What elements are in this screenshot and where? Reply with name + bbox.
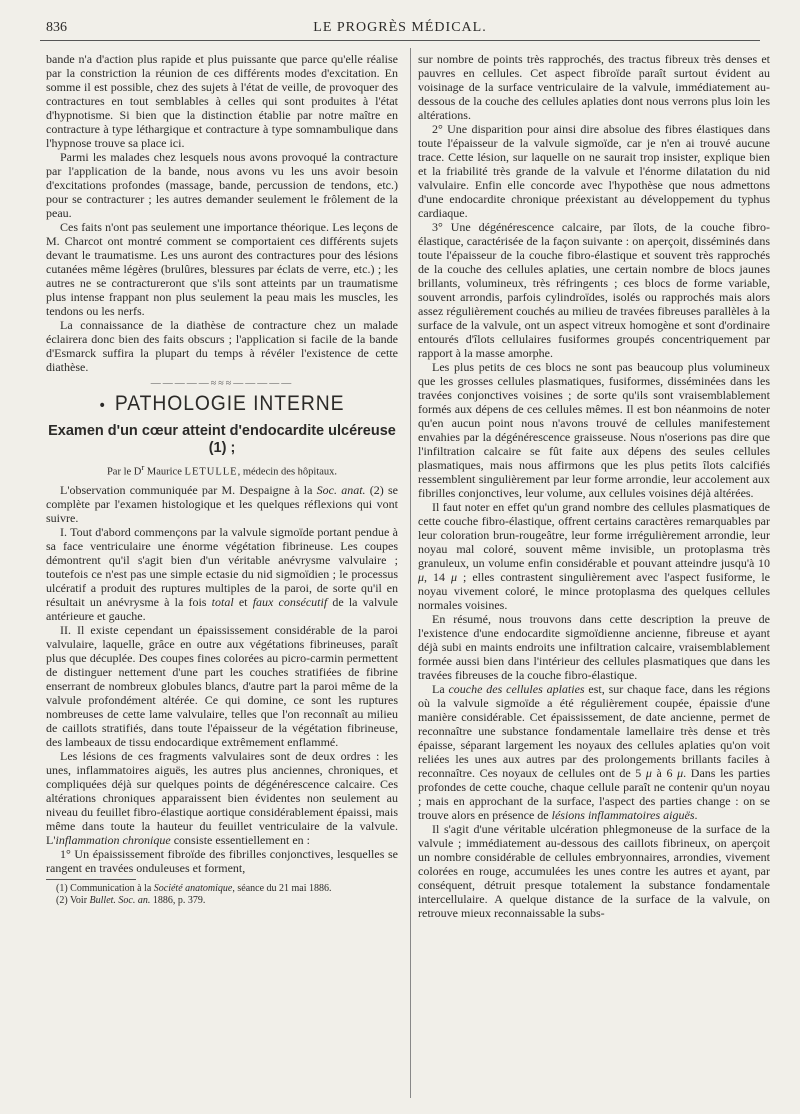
italic-run: lésions inflammatoires aiguës <box>551 808 695 822</box>
text-run: est, sur chaque face, dans les régions où la valvule sigmoïde a été régulièrement coupée, épaissie d'une manière considérable. Cet épaississement, de date ancienne, permet de reconnaître une substance fondamentale lamellaire très dense et très épaisse, séparant largement les noyaux des cellules aplaties qu'on voit reliées les unes aux autres par des prolongements brillants faciles à reconnaître. Ces noyaux de cellules ont de 5 <box>418 682 770 780</box>
text-run: L'observation communiquée par M. Despaigne à la <box>60 482 317 497</box>
paragraph: bande n'a d'action plus rapide et plus puissante que parce qu'elle réalise par la constriction la réunion de ces différents modes d'excitation. En somme il est possible, chez des sujets à l'état de veille, de provoquer des contractures en tout semblables à celles qui sont produites à l'état d'hypnotisme. Si bien que la distinction établie par notre maître en contracture à type léthargique et contracture à type somnambulique dans l'hypnose trouve sa place ici. <box>46 52 398 150</box>
section-heading <box>60 392 384 415</box>
paragraph <box>418 682 770 822</box>
paragraph <box>46 749 398 847</box>
right-column <box>418 52 770 1102</box>
text-run: 1886, p. 379. <box>150 894 206 906</box>
text-run: (1) Communication à la <box>56 882 154 894</box>
paragraph: 1° Un épaississement fibroïde des fibrilles conjonctives, lesquelles se rangent en travées onduleuses et forment, <box>46 846 398 875</box>
byline <box>46 460 398 480</box>
paragraph: sur nombre de points très rapprochés, des tractus fibreux très denses et pauvres en cellules. Cet aspect fibroïde paraît surtout évident au voisinage de la surface ventriculaire de la valvule, immédiatement au-dessous de la couche des cellules aplaties dont nous verrons plus loin les altérations. <box>418 52 770 122</box>
paragraph: Parmi les malades chez lesquels nous avons provoqué la contracture par l'application de la bande, nous avons vu les uns avoir besoin d'excitations profondes (massage, bande, percussion de tendons, etc.) pour se contracturer ; les autres demander seulement le frôlement de la peau. <box>46 150 398 220</box>
paragraph: Ces faits n'ont pas seulement une importance théorique. Les leçons de M. Charcot ont montré comment se comportaient ces différents sujets devant le traumatisme. Les uns auront des contractures pour des lésions cutanées même légères (brulûres, blessures par éclats de verre, etc.) ; les autres ne se contractureront que s'ils sont atteints par un traumatisme plus intense frappant non plus seulement la peau mais les muscles, les tendons ou les nerfs. <box>46 220 398 318</box>
paragraph <box>46 483 398 525</box>
author-first-name: Maurice <box>144 466 185 478</box>
page-number: 836 <box>46 20 67 35</box>
italic-run: inflammation chronique <box>55 832 171 847</box>
unit-mu: μ <box>645 766 652 780</box>
paragraph: II. Il existe cependant un épaississement considérable de la paroi valvulaire, laquelle, grâce en outre aux végétations fibrineuses, paraît plus que décuplée. Des coupes fines colorées au picro-carmin permettent de distinguer nettement d'une part les couches stratifiées de fibrine enserrant de nombreux globules blancs, d'autre part la paroi même de la valvule profondément altérée. Ce qui domine, ce sont les ruptures nombreuses de cette lame valvulaire, telles que l'on reconnaît au milieu de caillots stratifiés, dans toute l'épaisseur de la végétation fibrineuse, des lambeaux de tissu endocardique extrêmement enflammé. <box>46 622 398 749</box>
text-run: (2) Voir <box>56 894 90 906</box>
paragraph <box>418 500 770 612</box>
footnote-1 <box>46 883 398 895</box>
italic-run: couche des cellules aplaties <box>448 682 585 696</box>
paragraph: Les plus petits de ces blocs ne sont pas beaucoup plus volumineux que les grosses cellules plasmatiques, fusiformes, disséminées dans les travées conjonctives voisines ; de sorte qu'ils sont vraisemblablement formés aux dépens de ces cellules mêmes. Il est bon néanmoins de noter qu'en aucun point nous n'avons trouvé de cellules manifestement envahies par la dégénérescence graisseuse. Nous n'oserions pas dire que l'infiltration calcaire se fût faite aux dépens des seules cellules plasmatiques, mais nous affirmons que les plus petits îlots calcifiés ressemblent singulièrement par leur forme arrondie, leur accolement aux fibrilles conjonctives, leur volume, aux cellules voisines déjà altérées. <box>418 360 770 500</box>
paragraph: En résumé, nous trouvons dans cette description la preuve de l'existence d'une endocardite sigmoïdienne ancienne, fibreuse et ayant déjà subi en maints endroits une infiltration calcaire, vraisemblablement formée aussi bien dans l'intérieur des cellules plasmatiques que dans les travées fibreuses de la couche fibro-élastique. <box>418 612 770 682</box>
unit-mu: μ <box>418 570 425 584</box>
italic-run: Société anatomique <box>153 882 233 894</box>
journal-title: LE PROGRÈS MÉDICAL. <box>313 20 487 35</box>
text-run: La <box>432 682 449 696</box>
text-run: . Dans les parties profondes de cette couche, chaque cellule paraît ne contenir qu'un noyau ; mais en approchant de la surface, l'aspect des parties change : on se trouve alors en présence de <box>418 766 770 822</box>
text-run: à 6 <box>651 766 678 780</box>
text-run: consiste essentiellement en : <box>170 832 311 847</box>
text-run: , séance du 21 mai 1886. <box>232 882 332 894</box>
byline-sup: r <box>141 462 145 472</box>
text-run: Les lésions de ces fragments valvulaires sont de deux ordres : les unes, inflammatoires aiguës, les autres plus anciennes, chroniques, et compliquées déjà sur quelques points de dégénérescence calcaire. Ces altérations chroniques apparaissent bien évidentes non seulement au niveau du feuillet fibro-élastique aortique considérablement épaissi, mais même dans toute la hauteur du feuillet ventriculaire de la valvule. L' <box>46 748 398 847</box>
page-header <box>40 18 760 41</box>
text-run: , 14 <box>424 570 452 584</box>
paragraph: Il s'agit d'une véritable ulcération phlegmoneuse de la surface de la valvule ; immédiatement au-dessous des caillots fibrineux, on aperçoit un nombre considérable de cellules embryonnaires, arrondies, vivement colorées en rouge, accumulées les unes contre les autres et ayant, par conséquent, détruit presque totalement la substance fondamentale intercellulaire. A quelque distance de la surface de la valvule, on retrouve mieux reconnaissable la subs- <box>418 822 770 920</box>
ornament-divider: —————≈≈≈————— <box>150 378 294 389</box>
article-title: Examen d'un cœur atteint d'endocardite ulcéreuse (1) ; <box>48 423 396 456</box>
section-title: PATHOLOGIE INTERNE <box>114 392 345 415</box>
unit-mu: μ <box>677 766 684 780</box>
author-name: LETULLE <box>184 466 238 478</box>
unit-mu: μ <box>451 570 458 584</box>
text-run: et <box>233 594 253 609</box>
text-run: . <box>694 808 698 822</box>
italic-run: total <box>211 594 234 609</box>
text-run: ; elles contrastent singulièrement avec l'aspect fusiforme, le noyau vivement coloré, le mince protoplasma des quelques cellules normales voisines. <box>418 570 770 612</box>
left-column <box>46 52 398 1102</box>
paragraph: 2° Une disparition pour ainsi dire absolue des fibres élastiques dans toute l'épaisseur de la valvule sigmoïde, car je n'en ai trouvé aucune trace. Cette lésion, sur laquelle on ne saurait trop insister, explique bien et la friabilité très grande de la valvule et l'énorme dilatation du nid valvulaire. Enfin elle concorde avec l'hypothèse que nous admettons d'une endocardite chronique préexistant au développement du typhus cardiaque. <box>418 122 770 220</box>
italic-run: Soc. anat. <box>316 482 366 497</box>
italic-run: Bullet. Soc. an. <box>89 894 151 906</box>
text-run: Il faut noter en effet qu'un grand nombre des cellules plasmatiques de cette couche fibro-élastique, offrent certains caractères remarquables par leur coloration brun-rougeâtre, leur forme irrégulièrement arrondie, leur noyau mal coloré, souvent même invisible, un protoplasma très granuleux, un volume enfin considérable et pouvant atteindre jusqu'à 10 <box>418 500 770 570</box>
italic-run: faux consécutif <box>252 594 328 609</box>
text-run: I. Tout d'abord commençons par la valvule sigmoïde portant pendue à sa face ventriculaire une énorme végétation fibrineuse. Les coupes démontrent qu'il s'agit bien d'un véritable anévrysme valvulaire ; toutefois ce n'est pas une simple ectasie du nid sigmoïdien ; le processus ulcératif a produit des ruptures multiples de la paroi, de sorte qu'il en résultait un anévrysme à la fois <box>46 524 398 609</box>
paragraph: La connaissance de la diathèse de contracture chez un malade éclairera donc bien des faits obscurs ; l'application si facile de la bande d'Esmarck suffira la plupart du temps à révéler l'existence de cette diathèse. <box>46 318 398 374</box>
text-run: (2) se complète par l'examen histologique et les quelques réflexions qui vont suivre. <box>46 482 398 525</box>
byline-prefix: Par le D <box>106 466 142 478</box>
paragraph: 3° Une dégénérescence calcaire, par îlots, de la couche fibro-élastique, caractérisée de la façon suivante : on aperçoit, disséminés dans toute l'épaisseur de la couche fibro-élastique et souvent très rapprochés de la couche des cellules aplaties, une certain nombre de blocs jaunes brillants, volumineux, très réfringents ; ces blocs de forme variable, souvent arrondis, parfois cylindroïdes, isolés ou rapprochés mais alors assez régulièrement couchés au milieu de travées fibreuses parallèles à la surface de la valvule, ont un aspect vitreux homogène et sont d'ordinaire entourés d'îlots cellulaires fusiformes groupés concentriquement par rapport à la masse amorphe. <box>418 220 770 360</box>
footnote-2 <box>46 895 398 907</box>
text-run: de la valvule antérieure et gauche. <box>46 594 398 623</box>
author-affiliation: , médecin des hôpitaux. <box>237 466 338 478</box>
bullet-mark: • <box>99 397 106 414</box>
paragraph <box>46 525 398 623</box>
footnote-rule <box>46 879 136 880</box>
column-divider <box>410 48 411 1098</box>
